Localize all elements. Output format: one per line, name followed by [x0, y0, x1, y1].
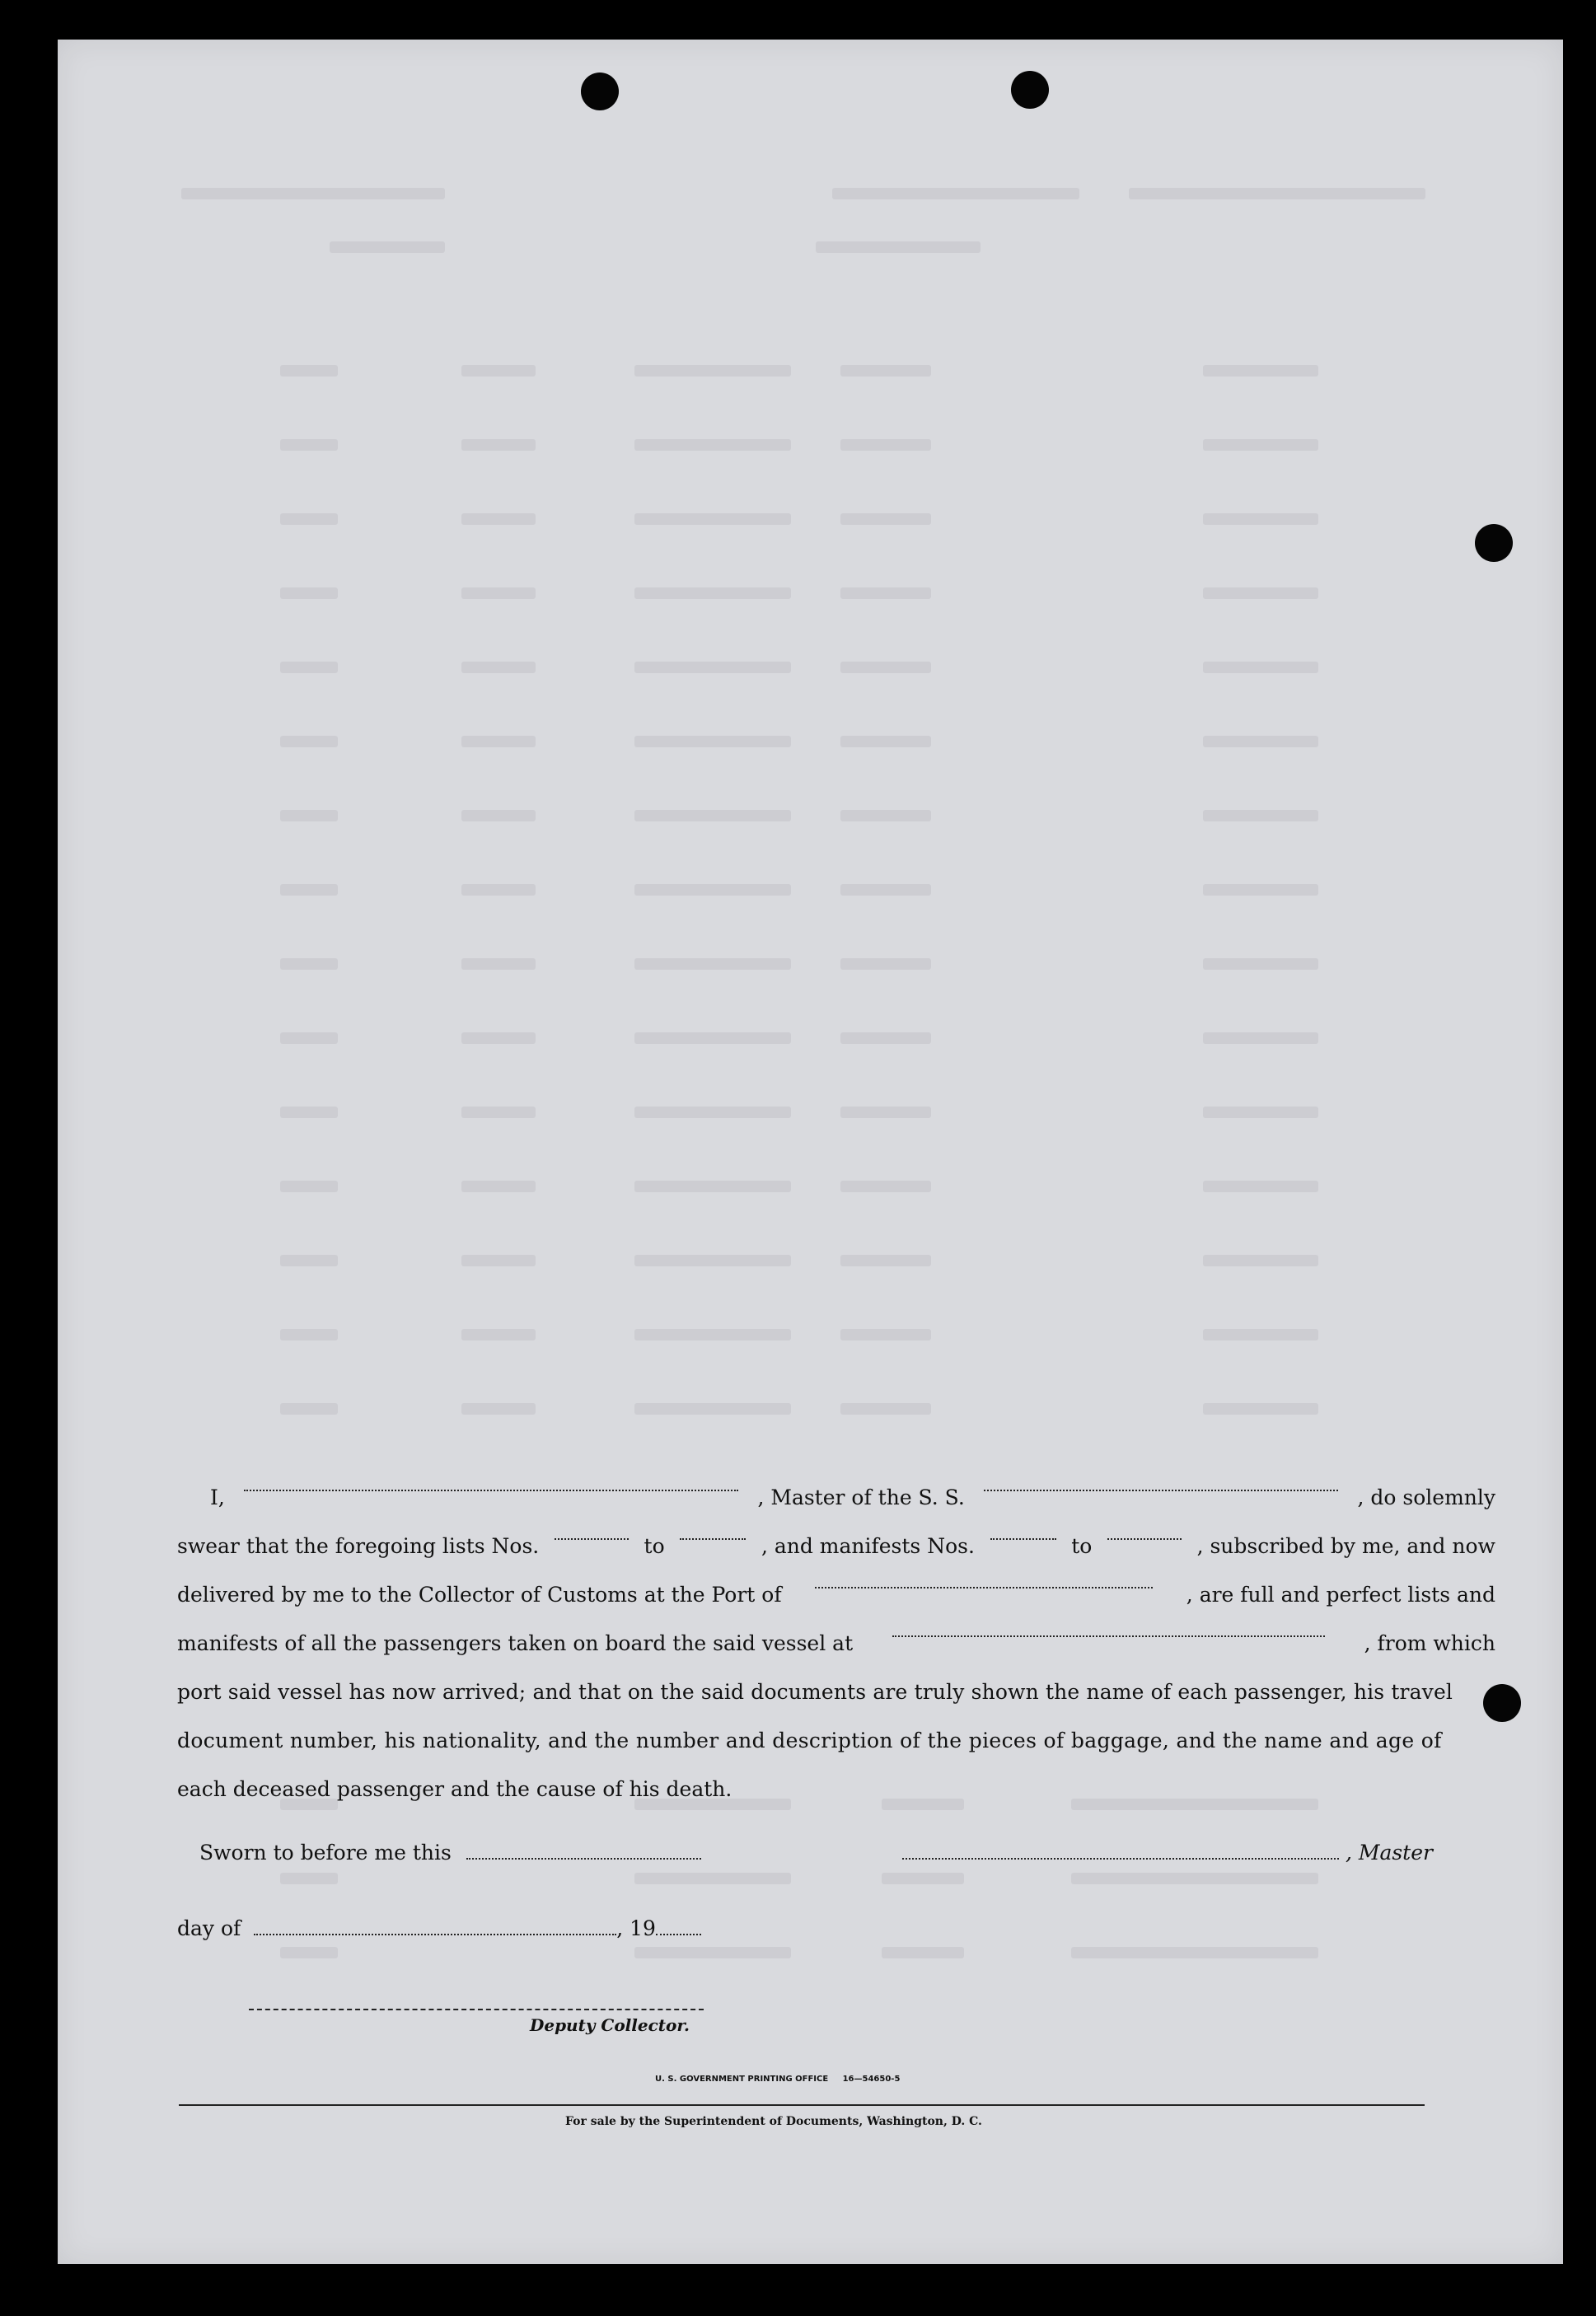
master-signature-field[interactable]	[902, 1841, 1339, 1860]
oath-manifests-of: manifests of all the passengers taken on board the said vessel at	[177, 1631, 854, 1655]
oath-subscribed: , subscribed by me, and now	[1196, 1534, 1495, 1558]
year-field[interactable]	[656, 1917, 701, 1935]
oath-to-1: to	[644, 1534, 665, 1558]
day-of-line	[177, 1916, 701, 1940]
oath-solemnly: , do solemnly	[1357, 1486, 1495, 1509]
oath-line-4	[177, 1619, 1495, 1668]
punch-hole-top-left	[581, 73, 619, 110]
manifests-to-field[interactable]	[1107, 1522, 1182, 1540]
sworn-label: Sworn to before me this	[199, 1841, 452, 1864]
footer-rule	[179, 2104, 1425, 2106]
day-of-label: day of	[177, 1916, 241, 1940]
oath-paragraph	[177, 1473, 1495, 1813]
oath-line-3	[177, 1570, 1495, 1619]
master-label: , Master	[1345, 1841, 1433, 1864]
deputy-signature-line	[249, 2009, 704, 2010]
vessel-name-field[interactable]	[984, 1473, 1338, 1491]
oath-manifests-nos: , and manifests Nos.	[761, 1534, 975, 1558]
oath-from-which: , from which	[1364, 1631, 1495, 1655]
day-of-field[interactable]	[254, 1917, 616, 1935]
oath-line-7: each deceased passenger and the cause of his death.	[177, 1777, 732, 1801]
oath-line-2	[177, 1522, 1495, 1570]
oath-line-5: port said vessel has now arrived; and that on the said documents are truly shown the name of each passenger, his travel	[177, 1680, 1453, 1704]
for-sale-note: For sale by the Superintendent of Documents, Washington, D. C.	[565, 2115, 982, 2128]
document-sheet	[58, 40, 1563, 2264]
oath-lists-nos: swear that the foregoing lists Nos.	[177, 1534, 540, 1558]
oath-to-2: to	[1071, 1534, 1093, 1558]
lists-to-field[interactable]	[680, 1522, 746, 1540]
lists-from-field[interactable]	[555, 1522, 629, 1540]
oath-full-perfect: , are full and perfect lists and	[1186, 1583, 1495, 1607]
departure-port-field[interactable]	[892, 1619, 1325, 1637]
sworn-line	[199, 1841, 701, 1864]
port-name-field[interactable]	[815, 1570, 1153, 1588]
manifests-from-field[interactable]	[990, 1522, 1056, 1540]
oath-line-1	[177, 1473, 1495, 1522]
oath-delivered: delivered by me to the Collector of Customs at the Port of	[177, 1583, 782, 1607]
sworn-date-field[interactable]	[466, 1841, 701, 1860]
master-name-field[interactable]	[244, 1473, 738, 1491]
year-label: , 19	[616, 1916, 656, 1940]
deputy-collector-label: Deputy Collector.	[530, 2015, 690, 2035]
oath-master-of: , Master of the S. S.	[757, 1486, 965, 1509]
oath-i: I,	[210, 1486, 225, 1509]
punch-hole-top-right	[1011, 71, 1049, 109]
master-signature	[902, 1841, 1433, 1864]
printing-office-note: U. S. GOVERNMENT PRINTING OFFICE 16—54650-5	[655, 2075, 901, 2084]
oath-line-6: document number, his nationality, and the number and description of the pieces of baggage, and the name and age of	[177, 1729, 1442, 1752]
